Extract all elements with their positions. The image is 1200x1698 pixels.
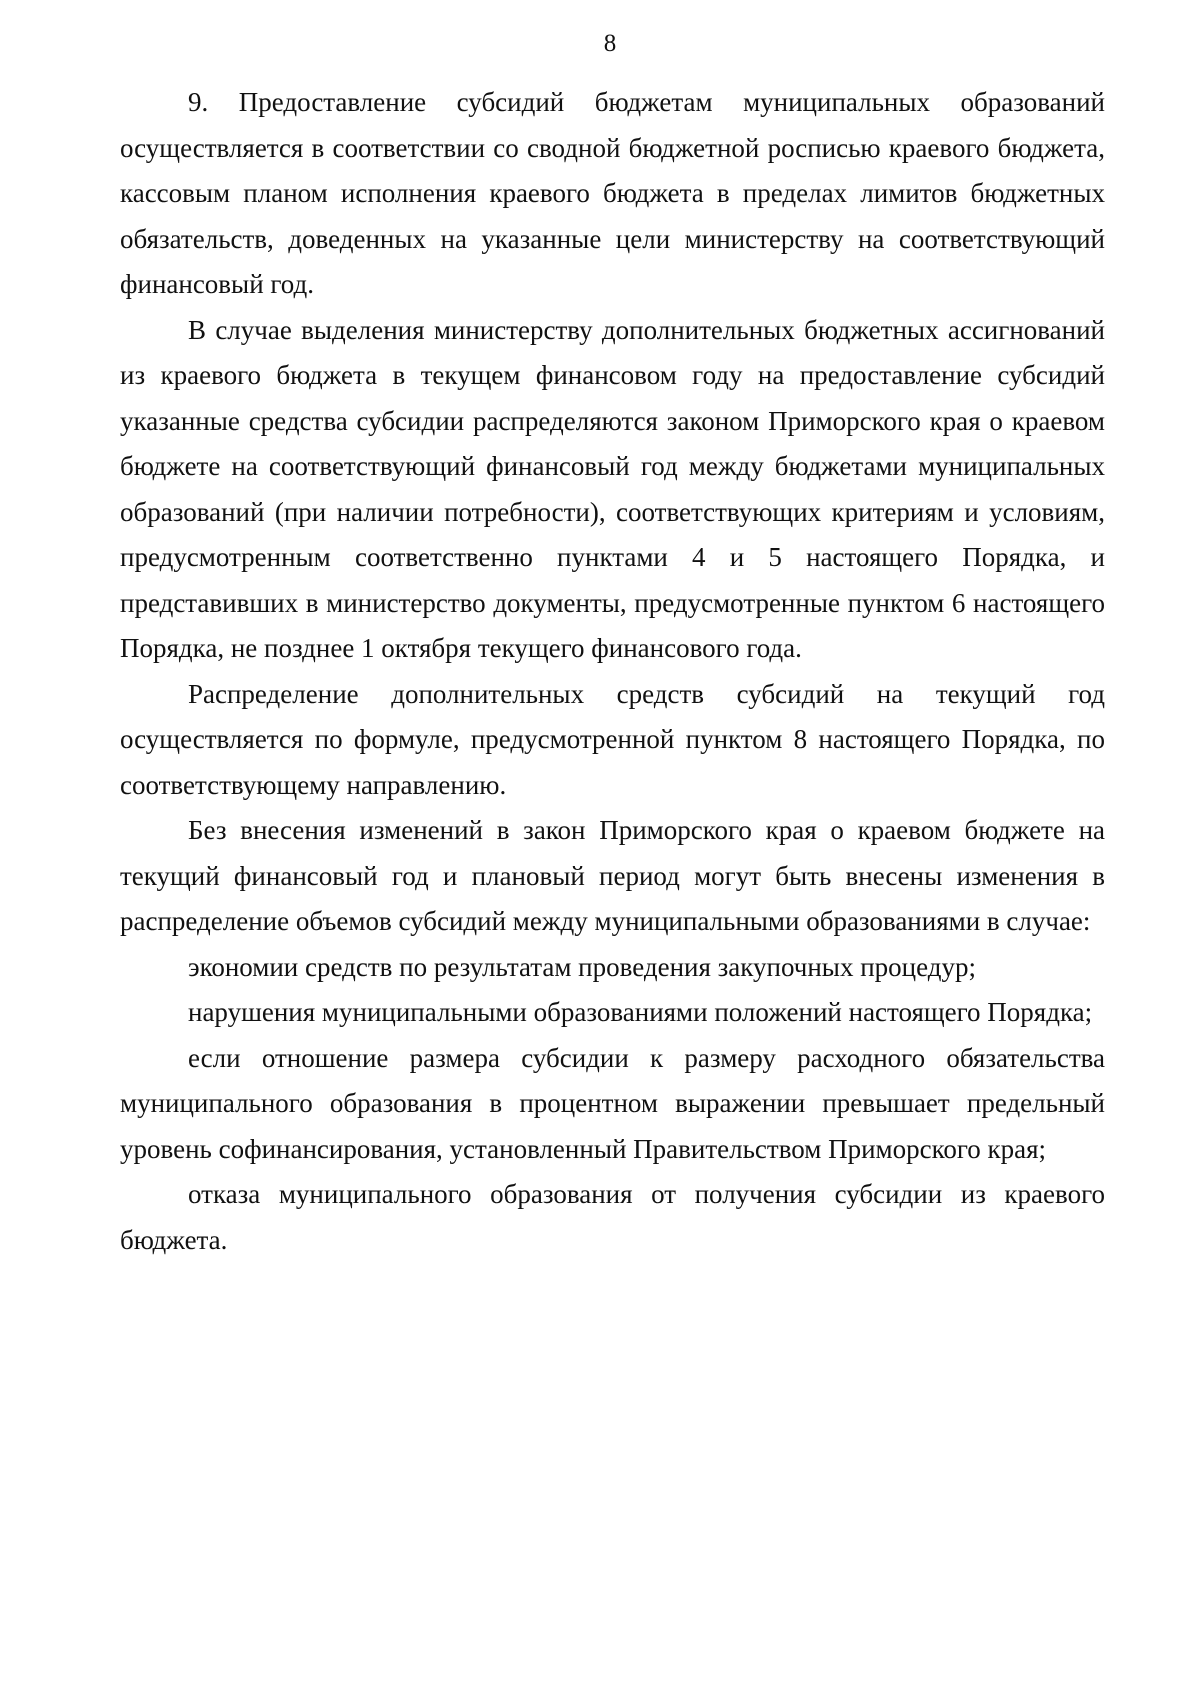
paragraph-case-violation: нарушения муниципальными образованиями положений настоящего Порядка; (188, 997, 1093, 1027)
paragraph-case-refusal: отказа муниципального образования от получения субсидии из краевого бюджета. (120, 1179, 1105, 1255)
paragraph-subsidy-provision: 9. Предоставление субсидий бюджетам муниципальных образований осуществляется в соответствии со сводной бюджетной росписью краевого бюджета, кассовым планом исполнения краевого бюджета в пределах лимитов бюджетных обязательств, доведенных на указанные цели министерству на соответствующий финансовый год. (120, 87, 1105, 299)
page-number: 8 (603, 30, 617, 57)
document-body (120, 80, 1105, 1263)
paragraph-changes-without-law: Без внесения изменений в закон Приморского края о краевом бюджете на текущий финансовый год и плановый период могут быть внесены изменения в распределение объемов субсидий между муниципальными образованиями в случае: (120, 815, 1105, 936)
paragraph-case-cofinancing: если отношение размера субсидии к размеру расходного обязательства муниципального образования в процентном выражении превышает предельный уровень софинансирования, установленный Правительством Приморского края; (120, 1042, 1105, 1164)
paragraph-additional-allocations: В случае выделения министерству дополнительных бюджетных ассигнований из краевого бюджета в текущем финансовом году на предоставление субсидий указанные средства субсидии распределяются законом Приморского края о краевом бюджете на соответствующий финансовый год между бюджетами муниципальных образований (при наличии потребности), соответствующих критериям и условиям, предусмотренным соответственно пунктами 4 и 5 настоящего Порядка, и представивших в министерство документы, предусмотренные пунктом 6 настоящего Порядка, не позднее 1 октября текущего финансового года. (120, 314, 1105, 663)
paragraph-case-savings: экономии средств по результатам проведения закупочных процедур; (188, 951, 976, 982)
paragraph-distribution-formula: Распределение дополнительных средств субсидий на текущий год осуществляется по формуле, предусмотренной пунктом 8 настоящего Порядка, по соответствующему направлению. (120, 678, 1105, 800)
